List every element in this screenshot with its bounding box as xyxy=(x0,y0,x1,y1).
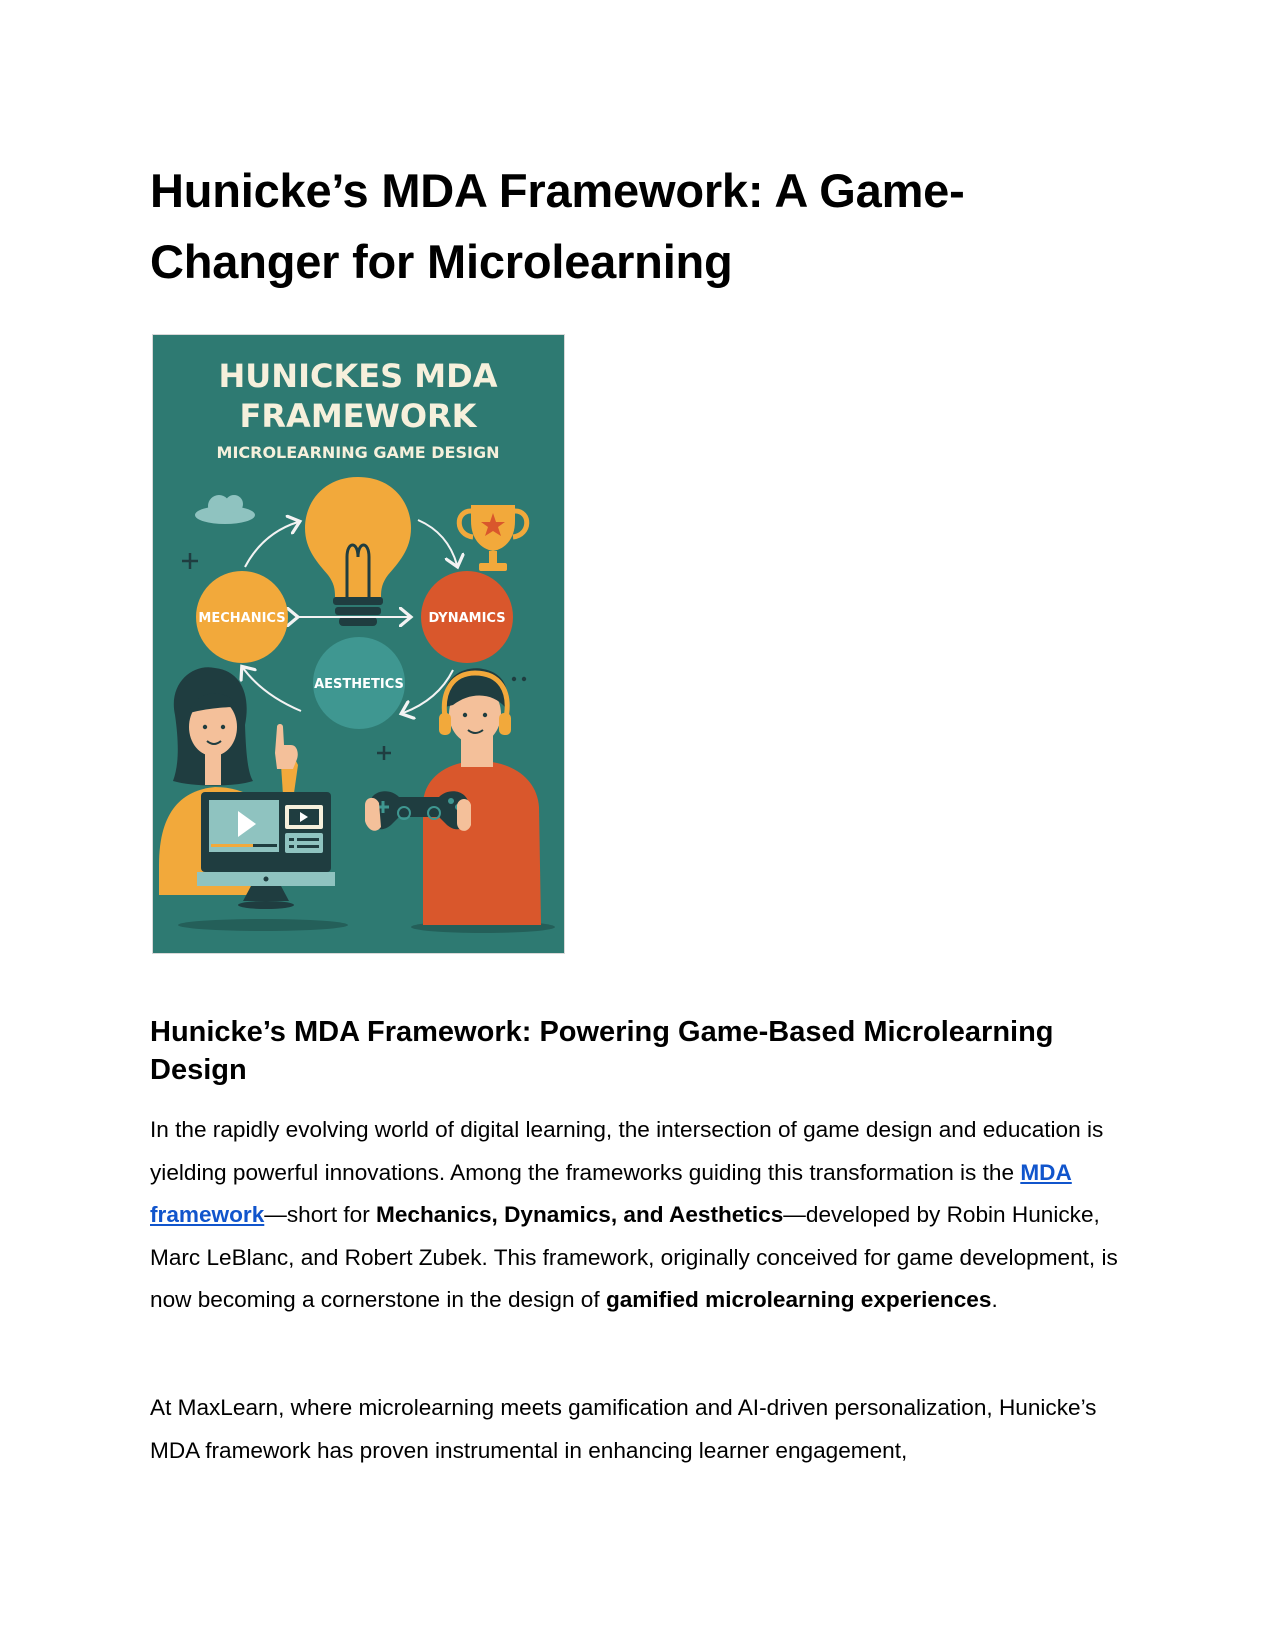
poster-title-line1: HUNICKES MDA xyxy=(218,357,498,395)
section-heading: Hunicke’s MDA Framework: Powering Game-Based Microlearning Design xyxy=(150,1016,1054,1086)
dynamics-label: DYNAMICS xyxy=(428,611,506,626)
mda-framework-link[interactable]: MDA framework xyxy=(150,1159,1072,1227)
mda-poster-image xyxy=(152,334,565,954)
bold-text: Mechanics, Dynamics, and Aesthetics xyxy=(376,1202,784,1227)
mechanics-label: MECHANICS xyxy=(198,611,286,626)
paragraph-text: —short for xyxy=(264,1202,377,1227)
intro-paragraph xyxy=(150,1109,1130,1322)
poster-title-line2: FRAMEWORK xyxy=(239,397,477,435)
poster-subtitle: MICROLEARNING GAME DESIGN xyxy=(216,443,500,462)
page-title: Hunicke’s MDA Framework: A Game-Changer for Microlearning xyxy=(150,164,965,288)
paragraph-text: . xyxy=(991,1287,998,1312)
maxlearn-paragraph: At MaxLearn, where microlearning meets gamification and AI-driven personalization, Hunicke’s MDA framework has proven instrumental in enhancing learner engagement, xyxy=(150,1395,1097,1463)
bold-text: gamified microlearning experiences xyxy=(605,1287,992,1312)
aesthetics-label: AESTHETICS xyxy=(314,677,404,692)
paragraph-text: —developed by Robin Hunicke, Marc LeBlanc, and Robert Zubek. This framework, originally conceived for game development, is now becoming a cornerstone in the design of xyxy=(150,1202,1118,1312)
paragraph-text: In the rapidly evolving world of digital learning, the intersection of game design and education is yielding powerful innovations. Among the frameworks guiding this transformation is the xyxy=(150,1117,1104,1185)
